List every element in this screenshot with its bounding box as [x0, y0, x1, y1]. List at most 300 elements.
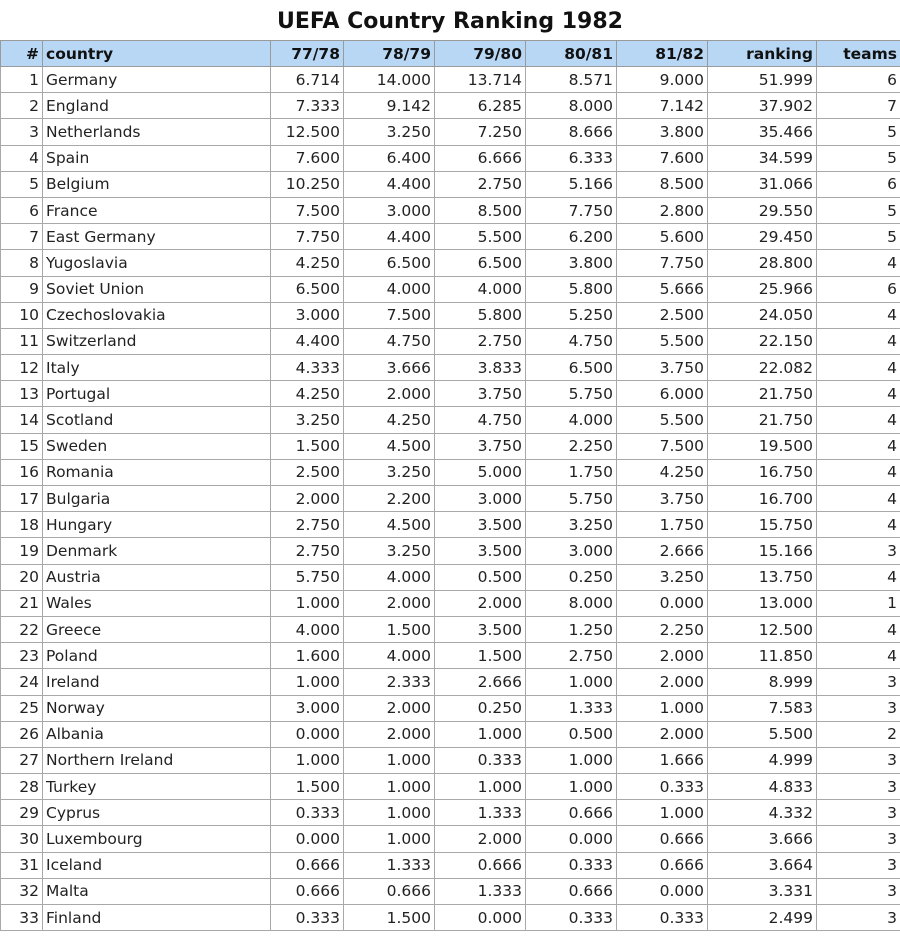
season-80-81-cell: 1.750	[526, 459, 617, 485]
season-79-80-cell: 3.500	[435, 616, 526, 642]
rank-cell: 20	[1, 564, 43, 590]
teams-cell: 7	[817, 93, 900, 119]
teams-cell: 6	[817, 67, 900, 93]
country-cell: Turkey	[43, 774, 271, 800]
teams-cell: 3	[817, 800, 900, 826]
season-78-79-cell: 7.500	[344, 302, 435, 328]
country-cell: Germany	[43, 67, 271, 93]
season-78-79-cell: 1.000	[344, 826, 435, 852]
season-77-78-cell: 0.000	[271, 721, 344, 747]
rank-cell: 8	[1, 250, 43, 276]
season-77-78-cell: 2.750	[271, 538, 344, 564]
ranking-cell: 3.664	[708, 852, 817, 878]
season-77-78-cell: 7.750	[271, 224, 344, 250]
country-cell: Scotland	[43, 407, 271, 433]
season-80-81-cell: 0.333	[526, 905, 617, 931]
teams-cell: 4	[817, 616, 900, 642]
country-cell: Bulgaria	[43, 486, 271, 512]
ranking-cell: 15.750	[708, 512, 817, 538]
table-row	[1, 407, 900, 433]
season-77-78-cell: 5.750	[271, 564, 344, 590]
table-row	[1, 878, 900, 904]
table-body	[1, 67, 900, 931]
ranking-cell: 16.700	[708, 486, 817, 512]
season-77-78-cell: 2.750	[271, 512, 344, 538]
season-77-78-cell: 0.666	[271, 852, 344, 878]
country-cell: Poland	[43, 643, 271, 669]
country-cell: East Germany	[43, 224, 271, 250]
teams-cell: 4	[817, 302, 900, 328]
country-cell: Albania	[43, 721, 271, 747]
country-cell: Switzerland	[43, 328, 271, 354]
season-78-79-cell: 4.000	[344, 564, 435, 590]
season-78-79-cell: 4.000	[344, 276, 435, 302]
season-80-81-cell: 3.000	[526, 538, 617, 564]
season-81-82-cell: 5.500	[617, 328, 708, 354]
season-81-82-cell: 8.500	[617, 171, 708, 197]
season-77-78-cell: 6.714	[271, 67, 344, 93]
teams-cell: 4	[817, 355, 900, 381]
season-77-78-cell: 3.000	[271, 695, 344, 721]
header-row	[1, 41, 900, 67]
table-row	[1, 224, 900, 250]
season-78-79-cell: 4.250	[344, 407, 435, 433]
season-78-79-cell: 3.666	[344, 355, 435, 381]
table-row	[1, 747, 900, 773]
season-81-82-cell: 3.750	[617, 486, 708, 512]
season-80-81-cell: 3.800	[526, 250, 617, 276]
season-78-79-cell: 9.142	[344, 93, 435, 119]
season-78-79-cell: 3.250	[344, 538, 435, 564]
season-80-81-cell: 0.250	[526, 564, 617, 590]
season-80-81-cell: 5.750	[526, 381, 617, 407]
country-cell: Northern Ireland	[43, 747, 271, 773]
rank-cell: 18	[1, 512, 43, 538]
season-79-80-cell: 4.000	[435, 276, 526, 302]
teams-cell: 3	[817, 826, 900, 852]
ranking-cell: 13.000	[708, 590, 817, 616]
season-78-79-cell: 3.250	[344, 119, 435, 145]
season-81-82-cell: 1.000	[617, 695, 708, 721]
season-78-79-cell: 2.200	[344, 486, 435, 512]
ranking-cell: 3.666	[708, 826, 817, 852]
country-cell: Italy	[43, 355, 271, 381]
ranking-cell: 3.331	[708, 878, 817, 904]
column-header-country[interactable]: country	[43, 41, 271, 67]
country-cell: Czechoslovakia	[43, 302, 271, 328]
season-78-79-cell: 2.000	[344, 695, 435, 721]
season-79-80-cell: 2.666	[435, 669, 526, 695]
season-80-81-cell: 1.333	[526, 695, 617, 721]
season-81-82-cell: 7.500	[617, 433, 708, 459]
country-cell: Norway	[43, 695, 271, 721]
season-79-80-cell: 2.000	[435, 590, 526, 616]
teams-cell: 4	[817, 407, 900, 433]
table-row	[1, 328, 900, 354]
ranking-table	[0, 40, 900, 931]
ranking-cell: 7.583	[708, 695, 817, 721]
season-80-81-cell: 5.800	[526, 276, 617, 302]
table-row	[1, 433, 900, 459]
season-81-82-cell: 2.000	[617, 643, 708, 669]
ranking-cell: 29.550	[708, 197, 817, 223]
season-79-80-cell: 3.750	[435, 433, 526, 459]
table-row	[1, 695, 900, 721]
season-80-81-cell: 4.000	[526, 407, 617, 433]
season-80-81-cell: 0.666	[526, 800, 617, 826]
column-header-season-80-81[interactable]: 80/81	[526, 41, 617, 67]
season-79-80-cell: 5.000	[435, 459, 526, 485]
ranking-cell: 16.750	[708, 459, 817, 485]
ranking-cell: 11.850	[708, 643, 817, 669]
rank-cell: 7	[1, 224, 43, 250]
country-cell: Portugal	[43, 381, 271, 407]
season-81-82-cell: 5.600	[617, 224, 708, 250]
season-79-80-cell: 13.714	[435, 67, 526, 93]
country-cell: Luxembourg	[43, 826, 271, 852]
rank-cell: 2	[1, 93, 43, 119]
season-81-82-cell: 1.666	[617, 747, 708, 773]
season-77-78-cell: 7.333	[271, 93, 344, 119]
table-row	[1, 774, 900, 800]
teams-cell: 4	[817, 643, 900, 669]
season-81-82-cell: 3.750	[617, 355, 708, 381]
ranking-cell: 5.500	[708, 721, 817, 747]
table-row	[1, 486, 900, 512]
season-77-78-cell: 4.250	[271, 381, 344, 407]
rank-cell: 23	[1, 643, 43, 669]
season-80-81-cell: 8.571	[526, 67, 617, 93]
ranking-cell: 51.999	[708, 67, 817, 93]
season-77-78-cell: 4.250	[271, 250, 344, 276]
teams-cell: 3	[817, 695, 900, 721]
ranking-cell: 28.800	[708, 250, 817, 276]
season-78-79-cell: 2.000	[344, 590, 435, 616]
column-header-season-79-80[interactable]: 79/80	[435, 41, 526, 67]
season-79-80-cell: 0.250	[435, 695, 526, 721]
rank-cell: 29	[1, 800, 43, 826]
teams-cell: 4	[817, 564, 900, 590]
column-header-teams[interactable]: teams	[817, 41, 900, 67]
ranking-cell: 8.999	[708, 669, 817, 695]
table-row	[1, 800, 900, 826]
country-cell: Belgium	[43, 171, 271, 197]
rank-cell: 14	[1, 407, 43, 433]
rank-cell: 10	[1, 302, 43, 328]
table-row	[1, 171, 900, 197]
season-81-82-cell: 5.666	[617, 276, 708, 302]
ranking-cell: 4.999	[708, 747, 817, 773]
table-row	[1, 145, 900, 171]
season-80-81-cell: 0.500	[526, 721, 617, 747]
country-cell: Malta	[43, 878, 271, 904]
country-cell: Romania	[43, 459, 271, 485]
season-78-79-cell: 1.000	[344, 774, 435, 800]
season-80-81-cell: 1.000	[526, 774, 617, 800]
page-title: UEFA Country Ranking 1982	[277, 9, 623, 34]
season-80-81-cell: 0.333	[526, 852, 617, 878]
season-77-78-cell: 0.333	[271, 905, 344, 931]
season-77-78-cell: 10.250	[271, 171, 344, 197]
season-81-82-cell: 0.000	[617, 878, 708, 904]
rank-cell: 21	[1, 590, 43, 616]
ranking-cell: 34.599	[708, 145, 817, 171]
season-81-82-cell: 7.750	[617, 250, 708, 276]
season-79-80-cell: 6.500	[435, 250, 526, 276]
season-80-81-cell: 1.000	[526, 669, 617, 695]
table-row	[1, 381, 900, 407]
season-77-78-cell: 3.000	[271, 302, 344, 328]
table-row	[1, 905, 900, 931]
country-cell: Iceland	[43, 852, 271, 878]
table-row	[1, 302, 900, 328]
season-79-80-cell: 0.666	[435, 852, 526, 878]
season-81-82-cell: 3.250	[617, 564, 708, 590]
ranking-cell: 4.332	[708, 800, 817, 826]
season-77-78-cell: 1.000	[271, 669, 344, 695]
ranking-cell: 31.066	[708, 171, 817, 197]
ranking-cell: 19.500	[708, 433, 817, 459]
season-77-78-cell: 0.666	[271, 878, 344, 904]
season-78-79-cell: 2.333	[344, 669, 435, 695]
season-78-79-cell: 6.500	[344, 250, 435, 276]
season-80-81-cell: 5.166	[526, 171, 617, 197]
season-81-82-cell: 0.666	[617, 852, 708, 878]
ranking-cell: 22.082	[708, 355, 817, 381]
teams-cell: 5	[817, 145, 900, 171]
teams-cell: 4	[817, 459, 900, 485]
rank-cell: 3	[1, 119, 43, 145]
teams-cell: 6	[817, 276, 900, 302]
season-78-79-cell: 4.000	[344, 643, 435, 669]
country-cell: Finland	[43, 905, 271, 931]
country-cell: Soviet Union	[43, 276, 271, 302]
country-cell: Greece	[43, 616, 271, 642]
rank-cell: 22	[1, 616, 43, 642]
season-80-81-cell: 6.333	[526, 145, 617, 171]
season-79-80-cell: 8.500	[435, 197, 526, 223]
season-81-82-cell: 9.000	[617, 67, 708, 93]
rank-cell: 13	[1, 381, 43, 407]
season-77-78-cell: 2.500	[271, 459, 344, 485]
rank-cell: 4	[1, 145, 43, 171]
teams-cell: 3	[817, 878, 900, 904]
season-80-81-cell: 2.250	[526, 433, 617, 459]
season-81-82-cell: 1.000	[617, 800, 708, 826]
column-header-season-81-82[interactable]: 81/82	[617, 41, 708, 67]
ranking-cell: 15.166	[708, 538, 817, 564]
teams-cell: 4	[817, 433, 900, 459]
rank-cell: 25	[1, 695, 43, 721]
season-81-82-cell: 3.800	[617, 119, 708, 145]
table-row	[1, 852, 900, 878]
rank-cell: 31	[1, 852, 43, 878]
season-77-78-cell: 4.333	[271, 355, 344, 381]
season-79-80-cell: 6.285	[435, 93, 526, 119]
season-81-82-cell: 2.000	[617, 669, 708, 695]
teams-cell: 5	[817, 119, 900, 145]
table-row	[1, 590, 900, 616]
country-cell: Austria	[43, 564, 271, 590]
rank-cell: 17	[1, 486, 43, 512]
rank-cell: 32	[1, 878, 43, 904]
table-row	[1, 512, 900, 538]
table-row	[1, 119, 900, 145]
season-81-82-cell: 2.800	[617, 197, 708, 223]
rank-cell: 33	[1, 905, 43, 931]
teams-cell: 1	[817, 590, 900, 616]
column-header-rank[interactable]: #	[1, 41, 43, 67]
teams-cell: 4	[817, 250, 900, 276]
teams-cell: 3	[817, 669, 900, 695]
season-77-78-cell: 1.000	[271, 747, 344, 773]
season-79-80-cell: 0.000	[435, 905, 526, 931]
season-80-81-cell: 6.500	[526, 355, 617, 381]
season-78-79-cell: 1.000	[344, 747, 435, 773]
season-79-80-cell: 1.333	[435, 878, 526, 904]
season-78-79-cell: 1.000	[344, 800, 435, 826]
table-row	[1, 67, 900, 93]
teams-cell: 3	[817, 852, 900, 878]
rank-cell: 27	[1, 747, 43, 773]
season-80-81-cell: 2.750	[526, 643, 617, 669]
season-80-81-cell: 8.666	[526, 119, 617, 145]
country-cell: Denmark	[43, 538, 271, 564]
rank-cell: 30	[1, 826, 43, 852]
ranking-cell: 2.499	[708, 905, 817, 931]
season-77-78-cell: 2.000	[271, 486, 344, 512]
season-77-78-cell: 3.250	[271, 407, 344, 433]
season-77-78-cell: 4.400	[271, 328, 344, 354]
season-79-80-cell: 2.750	[435, 328, 526, 354]
season-77-78-cell: 1.500	[271, 433, 344, 459]
table-row	[1, 643, 900, 669]
season-77-78-cell: 0.333	[271, 800, 344, 826]
table-row	[1, 826, 900, 852]
season-79-80-cell: 0.333	[435, 747, 526, 773]
teams-cell: 4	[817, 512, 900, 538]
rank-cell: 15	[1, 433, 43, 459]
ranking-cell: 29.450	[708, 224, 817, 250]
table-row	[1, 93, 900, 119]
ranking-cell: 21.750	[708, 381, 817, 407]
season-79-80-cell: 7.250	[435, 119, 526, 145]
season-80-81-cell: 4.750	[526, 328, 617, 354]
season-79-80-cell: 0.500	[435, 564, 526, 590]
ranking-cell: 21.750	[708, 407, 817, 433]
ranking-cell: 13.750	[708, 564, 817, 590]
teams-cell: 3	[817, 905, 900, 931]
season-79-80-cell: 3.750	[435, 381, 526, 407]
teams-cell: 3	[817, 774, 900, 800]
season-81-82-cell: 2.500	[617, 302, 708, 328]
season-78-79-cell: 2.000	[344, 381, 435, 407]
season-81-82-cell: 7.142	[617, 93, 708, 119]
rank-cell: 1	[1, 67, 43, 93]
season-81-82-cell: 0.000	[617, 590, 708, 616]
ranking-cell: 4.833	[708, 774, 817, 800]
season-79-80-cell: 3.000	[435, 486, 526, 512]
table-row	[1, 564, 900, 590]
season-78-79-cell: 4.400	[344, 171, 435, 197]
season-80-81-cell: 0.666	[526, 878, 617, 904]
country-cell: Ireland	[43, 669, 271, 695]
season-79-80-cell: 1.500	[435, 643, 526, 669]
season-79-80-cell: 4.750	[435, 407, 526, 433]
season-81-82-cell: 4.250	[617, 459, 708, 485]
teams-cell: 6	[817, 171, 900, 197]
column-header-ranking[interactable]: ranking	[708, 41, 817, 67]
season-77-78-cell: 1.500	[271, 774, 344, 800]
rank-cell: 9	[1, 276, 43, 302]
rank-cell: 16	[1, 459, 43, 485]
season-79-80-cell: 3.500	[435, 512, 526, 538]
season-79-80-cell: 1.333	[435, 800, 526, 826]
column-header-season-78-79[interactable]: 78/79	[344, 41, 435, 67]
season-80-81-cell: 0.000	[526, 826, 617, 852]
season-77-78-cell: 12.500	[271, 119, 344, 145]
teams-cell: 3	[817, 538, 900, 564]
table-row	[1, 197, 900, 223]
season-78-79-cell: 1.333	[344, 852, 435, 878]
season-77-78-cell: 4.000	[271, 616, 344, 642]
column-header-season-77-78[interactable]: 77/78	[271, 41, 344, 67]
season-78-79-cell: 1.500	[344, 616, 435, 642]
season-79-80-cell: 5.800	[435, 302, 526, 328]
season-80-81-cell: 7.750	[526, 197, 617, 223]
season-78-79-cell: 3.250	[344, 459, 435, 485]
rank-cell: 5	[1, 171, 43, 197]
season-77-78-cell: 0.000	[271, 826, 344, 852]
season-78-79-cell: 6.400	[344, 145, 435, 171]
teams-cell: 4	[817, 486, 900, 512]
season-79-80-cell: 2.000	[435, 826, 526, 852]
season-81-82-cell: 2.000	[617, 721, 708, 747]
table-row	[1, 276, 900, 302]
season-77-78-cell: 6.500	[271, 276, 344, 302]
teams-cell: 4	[817, 328, 900, 354]
season-80-81-cell: 5.250	[526, 302, 617, 328]
rank-cell: 28	[1, 774, 43, 800]
season-81-82-cell: 7.600	[617, 145, 708, 171]
season-80-81-cell: 1.250	[526, 616, 617, 642]
ranking-cell: 12.500	[708, 616, 817, 642]
season-78-79-cell: 4.750	[344, 328, 435, 354]
table-row	[1, 538, 900, 564]
country-cell: Wales	[43, 590, 271, 616]
season-80-81-cell: 3.250	[526, 512, 617, 538]
table-row	[1, 355, 900, 381]
rank-cell: 12	[1, 355, 43, 381]
table-row	[1, 250, 900, 276]
season-78-79-cell: 3.000	[344, 197, 435, 223]
season-81-82-cell: 0.666	[617, 826, 708, 852]
season-81-82-cell: 0.333	[617, 905, 708, 931]
country-cell: Cyprus	[43, 800, 271, 826]
table-row	[1, 616, 900, 642]
rank-cell: 6	[1, 197, 43, 223]
country-cell: England	[43, 93, 271, 119]
season-81-82-cell: 2.250	[617, 616, 708, 642]
country-cell: Spain	[43, 145, 271, 171]
table-row	[1, 459, 900, 485]
teams-cell: 5	[817, 224, 900, 250]
teams-cell: 4	[817, 381, 900, 407]
season-79-80-cell: 3.833	[435, 355, 526, 381]
rank-cell: 11	[1, 328, 43, 354]
table-row	[1, 669, 900, 695]
season-81-82-cell: 0.333	[617, 774, 708, 800]
